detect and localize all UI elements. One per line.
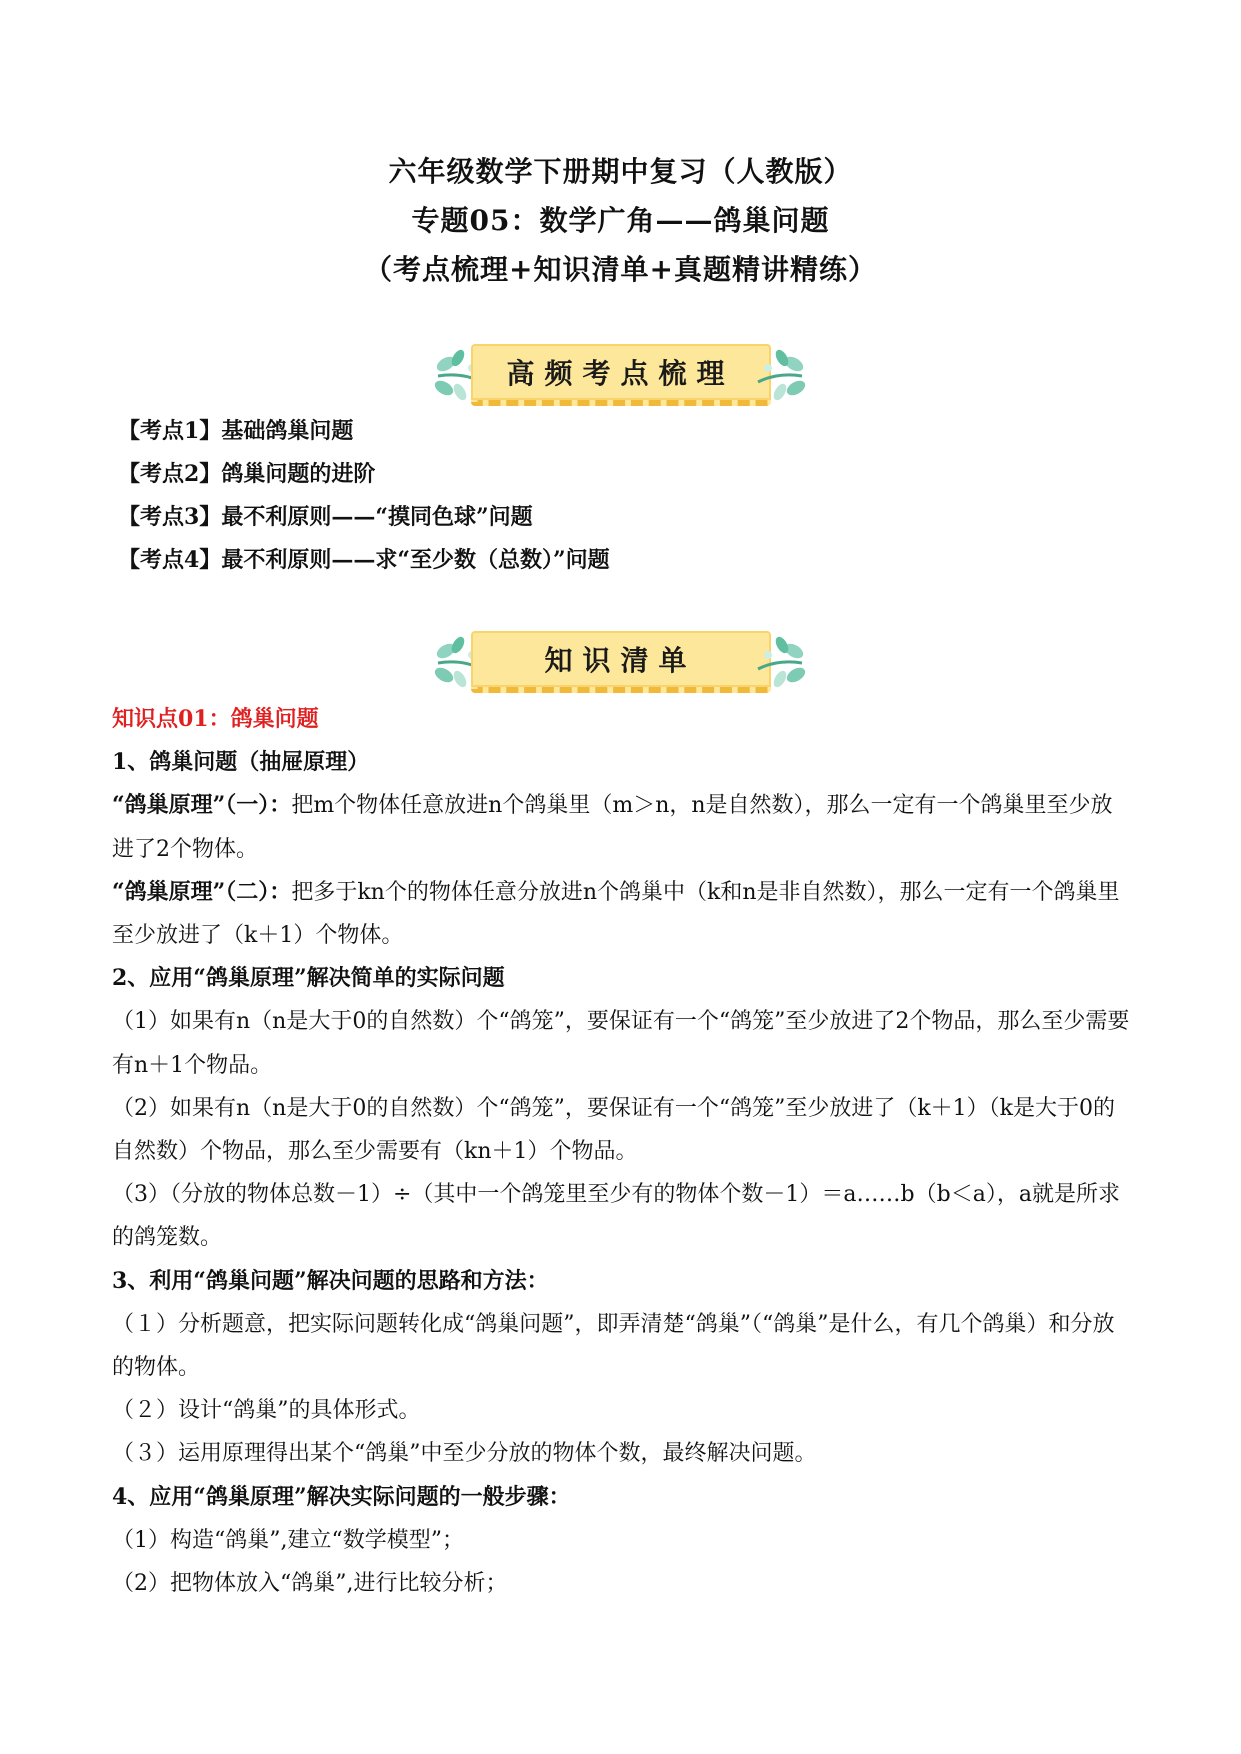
exam-point-text: 最不利原则——求“至少数（总数）”问题 bbox=[221, 547, 610, 573]
exam-point-item bbox=[118, 410, 610, 453]
principle-text: 把多于kn个的物体任意分放进n个鸽巢中（k和n是非自然数），那么一定有一个鸽巢里至少放进了（k＋1）个物体。 bbox=[112, 879, 1120, 949]
list-item: （３）运用原理得出某个“鸽巢”中至少分放的物体个数，最终解决问题。 bbox=[112, 1441, 817, 1467]
exam-point-item bbox=[118, 453, 610, 496]
exam-points-banner bbox=[0, 338, 1241, 418]
list-item: （1）构造“鸽巢”,建立“数学模型”； bbox=[112, 1527, 464, 1553]
knowledge-content bbox=[112, 698, 1132, 1605]
banner-label: 高频考点梳理 bbox=[471, 344, 771, 406]
exam-points-list bbox=[118, 410, 610, 582]
knowledge-point-title: 知识点01：鸽巢问题 bbox=[112, 706, 319, 732]
knowledge-banner bbox=[0, 625, 1241, 705]
section-heading: 2、应用“鸽巢原理”解决简单的实际问题 bbox=[112, 965, 505, 992]
principle-text: 把m个物体任意放进n个鸽巢里（m＞n，n是自然数），那么一定有一个鸽巢里至少放进了2个物体。 bbox=[112, 793, 1113, 862]
principle-label: “鸽巢原理”（二）： bbox=[112, 878, 292, 905]
exam-point-label: 【考点3】 bbox=[118, 504, 222, 530]
exam-point-text: 鸽巢问题的进阶 bbox=[221, 461, 376, 487]
principle-two bbox=[112, 871, 1132, 957]
exam-point-label: 【考点2】 bbox=[118, 461, 222, 487]
section-heading: 4、应用“鸽巢原理”解决实际问题的一般步骤： bbox=[112, 1483, 571, 1510]
section-heading: 1、鸽巢问题（抽屉原理） bbox=[112, 749, 370, 776]
principle-one bbox=[112, 784, 1132, 870]
exam-point-text: 最不利原则——“摸同色球”问题 bbox=[221, 504, 533, 530]
banner-label: 知识清单 bbox=[471, 631, 771, 693]
list-item: （２）设计“鸽巢”的具体形式。 bbox=[112, 1398, 421, 1424]
exam-point-item bbox=[118, 496, 610, 539]
exam-point-text: 基础鸽巢问题 bbox=[221, 418, 354, 444]
list-item: （1）如果有n（n是大于0的自然数）个“鸽笼”，要保证有一个“鸽笼”至少放进了2个物品，那么至少需要有n＋1个物品。 bbox=[112, 1009, 1130, 1078]
list-item: （3）（分放的物体总数－1）÷（其中一个鸽笼里至少有的物体个数－1）＝a……b（b＜a），a就是所求的鸽笼数。 bbox=[112, 1182, 1120, 1251]
exam-point-item bbox=[118, 539, 610, 582]
list-item: （１）分析题意，把实际问题转化成“鸽巢问题”，即弄清楚“鸽巢”（“鸽巢”是什么，有几个鸽巢）和分放的物体。 bbox=[112, 1311, 1115, 1381]
topic-title: 专题05：数学广角——鸽巢问题 bbox=[411, 204, 830, 237]
main-title: 六年级数学下册期中复习（人教版） bbox=[388, 155, 853, 188]
list-item: （2）把物体放入“鸽巢”,进行比较分析； bbox=[112, 1571, 508, 1597]
title-block bbox=[0, 147, 1241, 294]
list-item: （2）如果有n（n是大于0的自然数）个“鸽笼”，要保证有一个“鸽笼”至少放进了（k＋1）（k是大于0的自然数）个物品，那么至少需要有（kn＋1）个物品。 bbox=[112, 1095, 1115, 1165]
principle-label: “鸽巢原理”（一）： bbox=[112, 792, 292, 819]
leaf-icon bbox=[752, 629, 808, 689]
section-heading: 3、利用“鸽巢问题”解决问题的思路和方法： bbox=[112, 1267, 549, 1294]
exam-point-label: 【考点4】 bbox=[118, 547, 222, 573]
leaf-icon bbox=[752, 342, 808, 402]
subtitle: （考点梳理+知识清单+真题精讲精练） bbox=[364, 253, 877, 286]
exam-point-label: 【考点1】 bbox=[118, 418, 222, 444]
